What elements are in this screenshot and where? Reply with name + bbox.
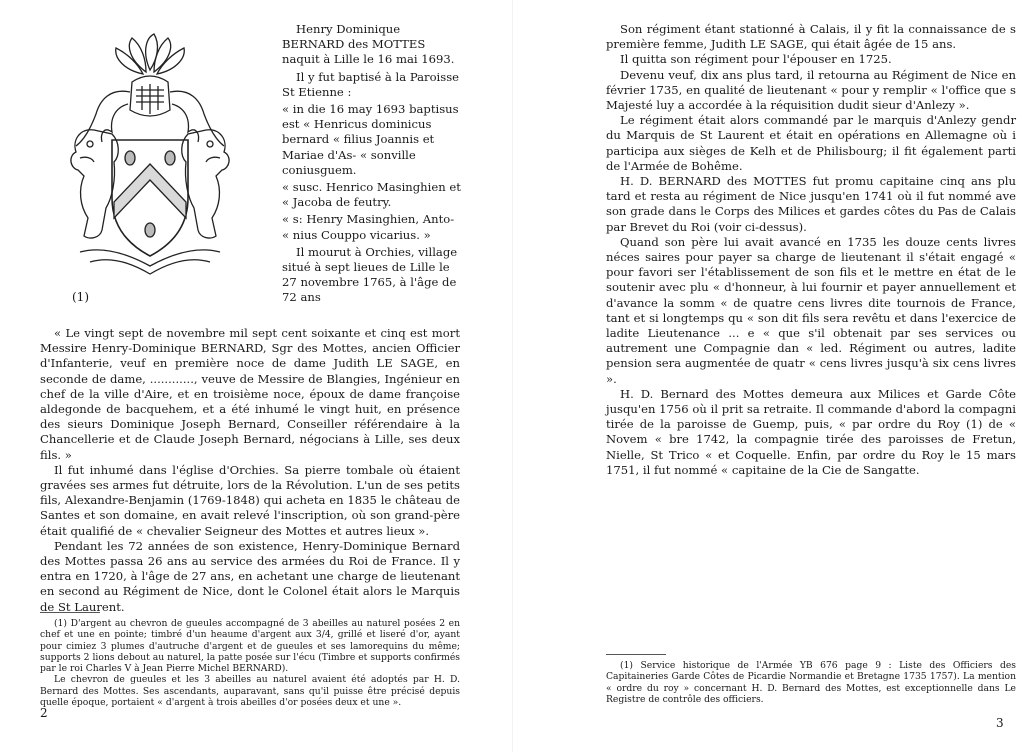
marriage-paragraph: Il quitta son régiment pour l'épouser en 1725. xyxy=(620,52,892,67)
footnote-rule-right xyxy=(606,654,666,655)
father-pension-paragraph: Quand son père lui avait avancé en 1735 les douze cents livres néces saires pour payer sa charge de lieutenant il s'était engagé « pour favori ser l'établissement de son fils et le mettre en état de le soutenir avec plu « d'honneur, à lui fournir et payer annuellement et d'avance la somm « de quatre cens livres dite tournois de France, tant et si longtemps qu « son dit fils sera revêtu et dans l'exercice de ladite Lieutenance ... e « que s'il obtenait par ses services ou autrement une Compagnie dan « led. Régiment ou autres, ladite pension sera augmentée de quatr « cens livres jusqu'à six cens livres ». xyxy=(606,234,1016,386)
left-footnotes xyxy=(40,618,460,708)
page-number-left: 2 xyxy=(40,706,48,720)
footnote-heraldry: (1) D'argent au chevron de gueules accompagné de 3 abeilles au naturel posées 2 en chef et une en pointe; timbré d'un heaume d'argent aux 3/4, grillé et liseré d'or, ayant pour cimiez 3 plumes d'autruche d'argent et de gueules et ses lamorequins du même; supports 2 lions debout au naturel, la patte posée sur l'écu (Timbre et supports confirmés par le roi Charles V à Jean Pierre Michel BERNARD). xyxy=(40,618,460,675)
left-main-text xyxy=(40,326,460,615)
death-paragraph: Il mourut à Orchies, village situé à sept lieues de Lille le 27 novembre 1765, à l'âge de 72 ans xyxy=(282,244,458,305)
side-text-column xyxy=(282,22,462,306)
coat-of-arms-illustration xyxy=(50,30,250,292)
right-footnote xyxy=(606,660,1016,705)
right-main-text xyxy=(606,22,1016,478)
signatures-quote: « s: Henry Masinghien, Anto- « nius Couppo vicarius. » xyxy=(282,212,455,242)
footnote-rule xyxy=(40,612,100,613)
widower-paragraph: Devenu veuf, dix ans plus tard, il retourna au Régiment de Nice en février 1735, en qualité de lieutenant « pour y remplir « l'office que s Majesté luy a accordée à la réquisition dudit sieur d'Anlezy ». xyxy=(606,67,1016,113)
promotion-paragraph: H. D. BERNARD des MOTTES fut promu capitaine cinq ans plu tard et resta au régiment de Nice jusqu'en 1741 où il fut nommé ave son grade dans le Corps des Milices et gardes côtes du Pas de Calais par Brevet du Roi (voir ci-dessus). xyxy=(606,174,1016,234)
footnote-archive: (1) Service historique de l'Armée YB 676 page 9 : Liste des Officiers des Capitaineries Garde Côtes de Picardie Normandie et Bretagne 1735 1757). La mention « ordre du roy » concernant H. D. Bernard des Mottes, est exceptionnelle dans Le Registre de contrôle des officiers. xyxy=(606,660,1016,705)
godparents-quote: « susc. Henrico Masinghien et « Jacoba de feutry. xyxy=(282,180,461,210)
military-service-paragraph: Pendant les 72 années de son existence, Henry-Dominique Bernard des Mottes passa 26 ans au service des armées du Roi de France. Il y entra en 1720, à l'âge de 27 ans, en achetant une charge de lieutenant en second au Régiment de Nice, dont le Colonel était alors le Marquis de St Laurent. xyxy=(40,538,460,614)
baptism-paragraph: Il y fut baptisé à la Paroisse St Etienne : xyxy=(282,69,460,99)
footnote-chevron: Le chevron de gueules et les 3 abeilles au naturel avaient été adoptés par H. D. Bernard des Mottes. Ses ascendants, auparavant, sans qu'il puisse être précisé depuis quelle époque, portaient « d'argent à trois abeilles d'or posées deux et une ». xyxy=(40,674,460,709)
page-number-right: 3 xyxy=(996,716,1004,730)
baptism-record-quote: « in die 16 may 1693 baptisus est « Henricus dominicus bernard « filius Joannis et Mariae d'As- « sonville coniusguem. xyxy=(282,102,459,177)
burial-record-quote: « Le vingt sept de novembre mil sept cent soixante et cinq est mort Messire Henry-Dominique BERNARD, Sgr des Mottes, ancien Officier d'Infanterie, veuf en première noce de dame Judith LE SAGE, en seconde de dame, ............, veuve de Messire de Blangies, Ingénieur en chef de la ville d'Aire, et en troisième noce, époux de dame françoise aldegonde de bacquehem, et a été inhumé le vingt huit, en présence des sieurs Dominique Joseph Bernard, Conseiller référendaire à la Chancellerie et de Claude Joseph Bernard, négocians à Lille, ses deux fils. » xyxy=(40,326,460,462)
birth-paragraph: Henry Dominique BERNARD des MOTTES naquit à Lille le 16 mai 1693. xyxy=(282,22,455,67)
regiment-paragraph: Le régiment était alors commandé par le marquis d'Anlezy gendr du Marquis de St Laurent et était en opérations en Allemagne où i participa aux sièges de Kelh et de Philisbourg; il fit également parti de l'Armée de Bohême. xyxy=(606,113,1016,173)
tombstone-paragraph: Il fut inhumé dans l'église d'Orchies. Sa pierre tombale où étaient gravées ses armes fut détruite, lors de la Révolution. L'un de ses petits fils, Alexandre-Benjamin (1769-1848) qui acheta en 1835 le château de Santes et son domaine, en avait relevé l'inscription, où son grand-père était qualifié de « chevalier Seigneur des Mottes et autres lieux ». xyxy=(40,462,460,538)
figure-caption: (1) xyxy=(72,290,89,304)
calais-paragraph: Son régiment étant stationné à Calais, il y fit la connaissance de s première femme, Judith LE SAGE, qui était âgée de 15 ans. xyxy=(606,22,1016,52)
milices-paragraph: H. D. Bernard des Mottes demeura aux Milices et Garde Côte jusqu'en 1756 où il prit sa retraite. Il commande d'abord la compagni tirée de la paroisse de Guemp, puis, « par ordre du Roy (1) de « Novem « bre 1742, la compagnie tirée des paroisses de Fretun, Nielle, St Trico « et Coquelle. Enfin, par ordre du Roy le 15 mars 1751, il fut nommé « capitaine de la Cie de Sangatte. xyxy=(606,386,1016,477)
